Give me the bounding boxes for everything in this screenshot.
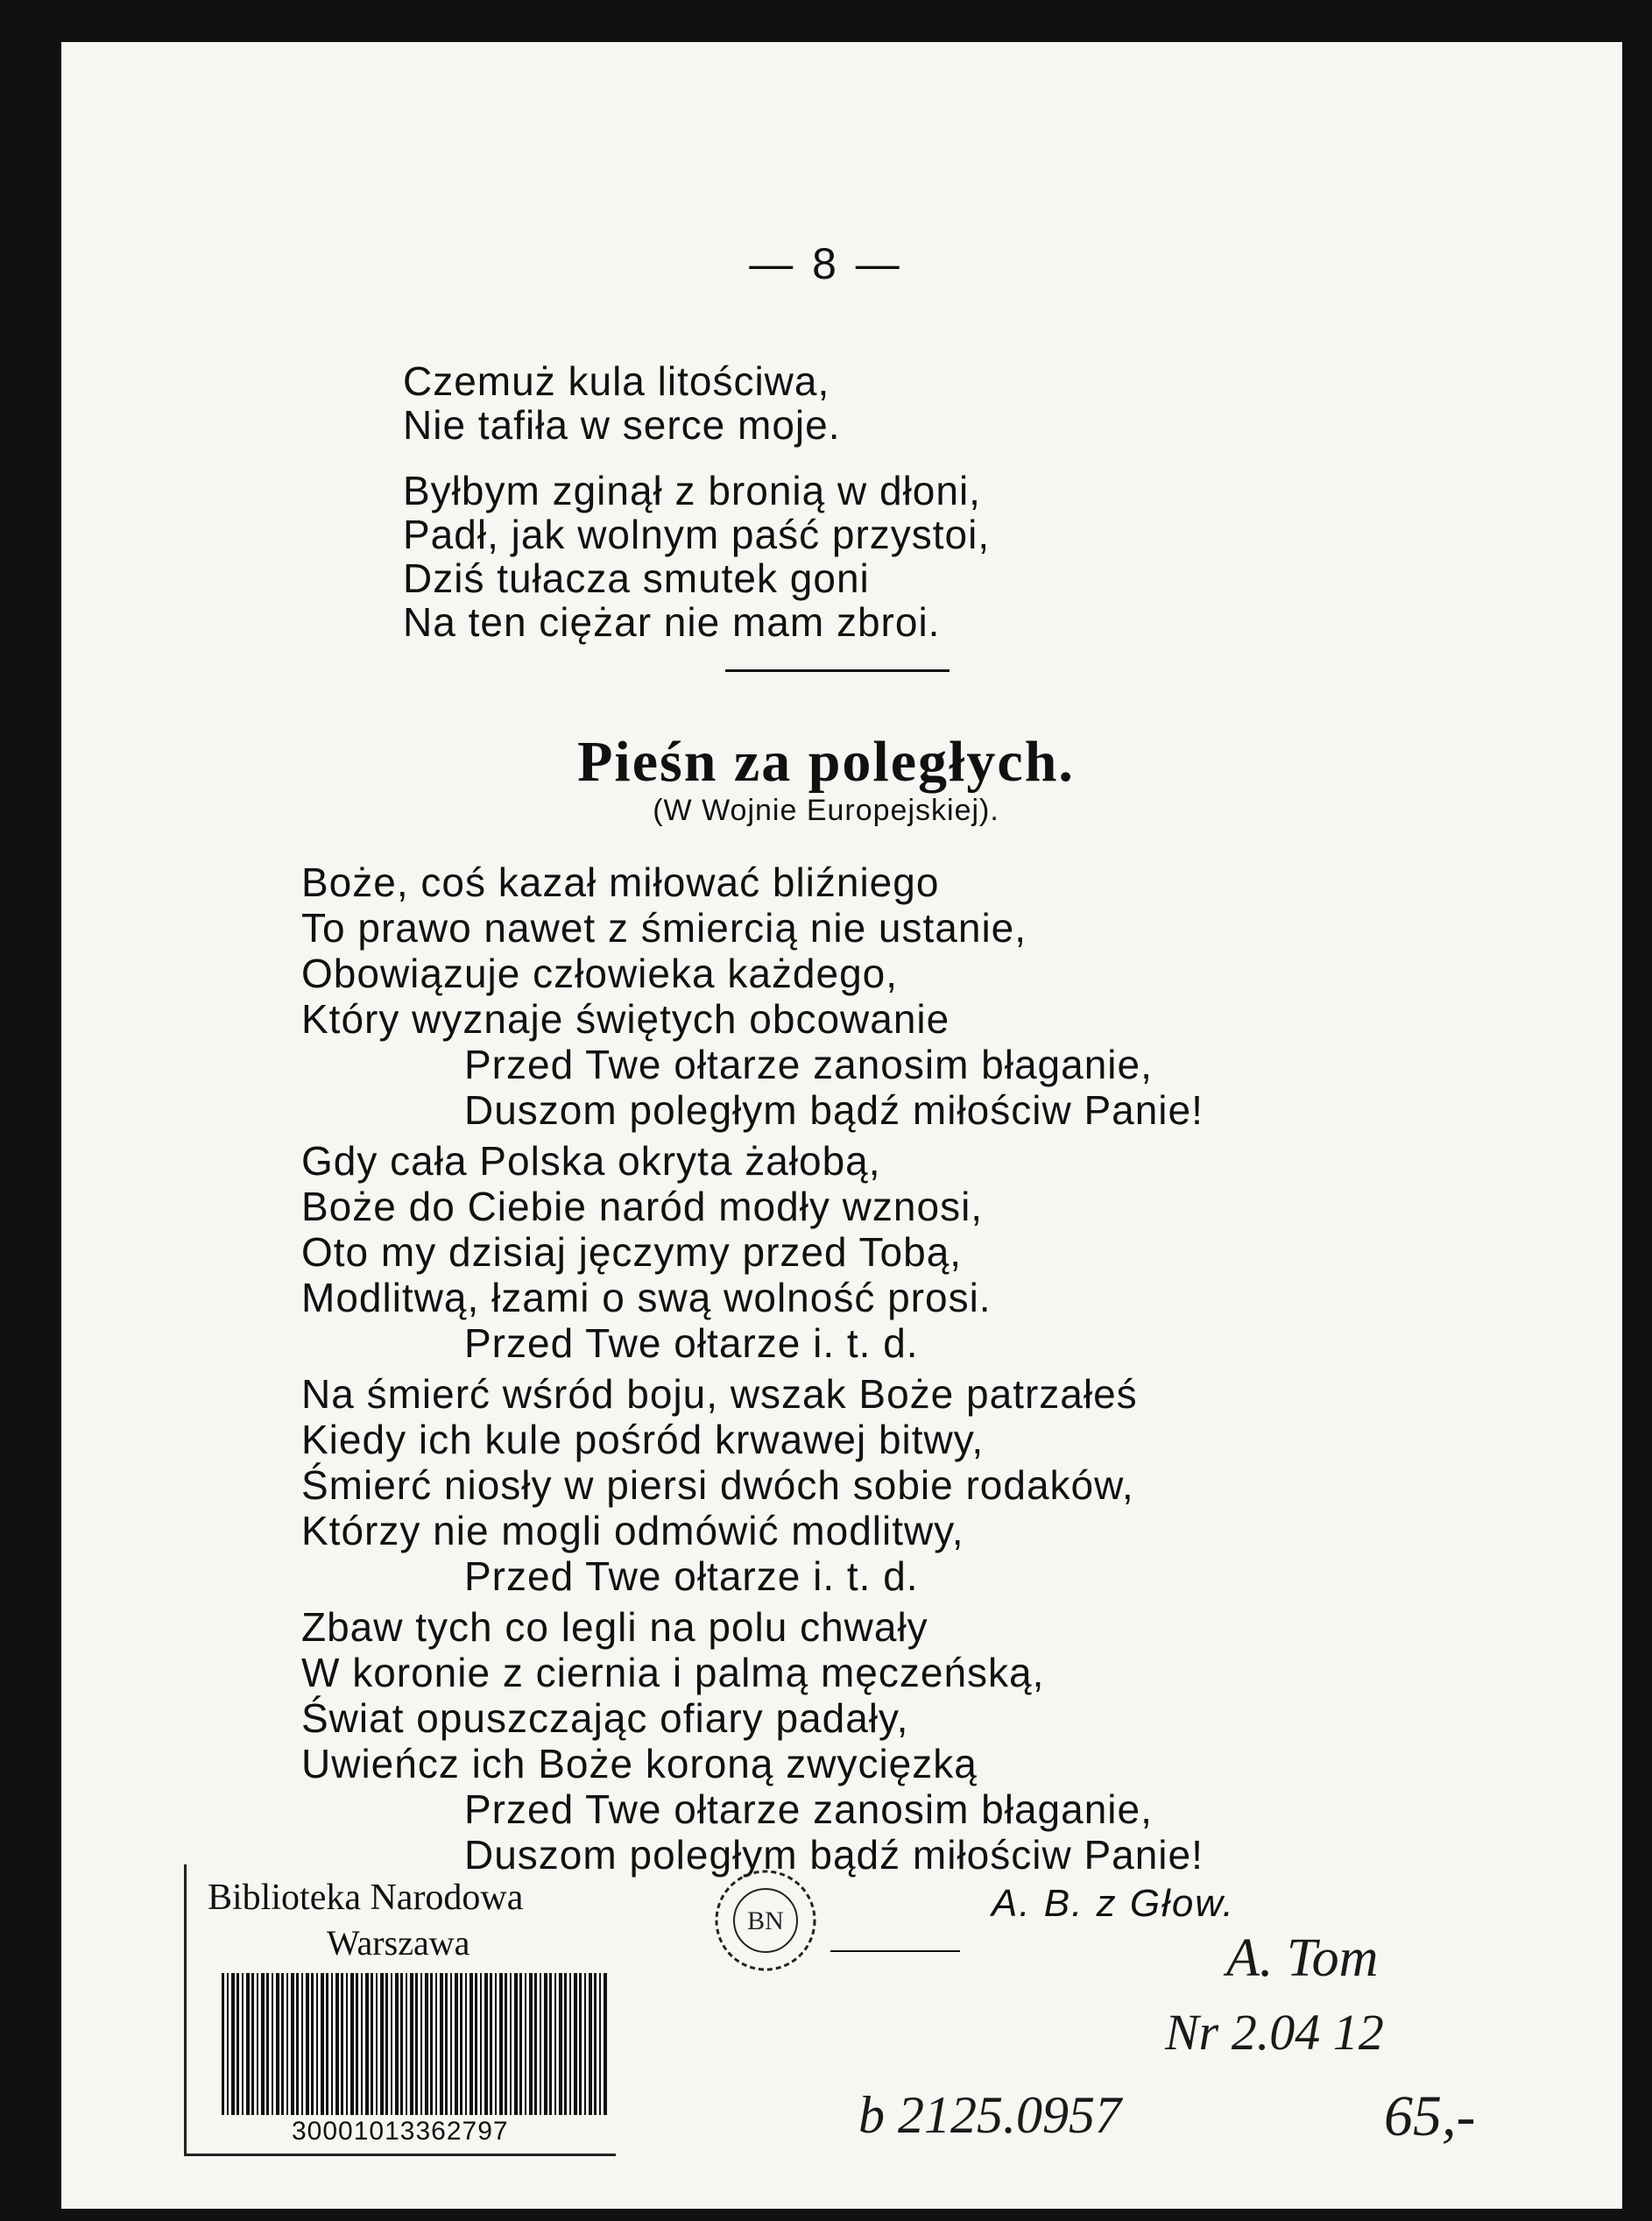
page-number: — 8 — [749, 239, 903, 288]
stanza-line: Na śmierć wśród boju, wszak Boże patrzałeś [301, 1371, 1138, 1417]
stanza-line: Oto my dzisiaj jęczymy przed Tobą, [301, 1229, 963, 1275]
refrain-line: Duszom poległym bądź miłościw Panie! [464, 1087, 1204, 1133]
stamp-text: BN [747, 1906, 784, 1935]
stanza-line: Kiedy ich kule pośród krwawej bitwy, [301, 1417, 985, 1462]
refrain-line: Duszom poległym bądź miłościw Panie! [464, 1832, 1204, 1878]
poem-line: Dziś tułacza smutek goni [403, 555, 870, 601]
song-title: Pieśn za poległych. [577, 730, 1075, 794]
poem-line: Byłbym zginął z bronią w dłoni, [403, 468, 981, 513]
divider [725, 669, 950, 672]
stanza-line: Śmierć niosły w piersi dwóch sobie rodaków, [301, 1462, 1134, 1508]
poem-line: Czemuż kula litościwa, [403, 358, 830, 404]
song-subtitle: (W Wojnie Europejskiej). [653, 794, 999, 827]
poem-line: Na ten ciężar nie mam zbroi. [403, 599, 941, 645]
stanza-line: W koronie z ciernia i palmą męczeńską, [301, 1650, 1045, 1695]
author-underline [830, 1950, 960, 1952]
stanza-line: Obowiązuje człowieka każdego, [301, 951, 899, 996]
library-city: Warszawa [327, 1923, 470, 1963]
handwritten-note: Nr 2.04 12 [1165, 2004, 1384, 2061]
refrain-line: Przed Twe ołtarze i. t. d. [464, 1553, 919, 1599]
stanza-line: To prawo nawet z śmiercią nie ustanie, [301, 905, 1027, 951]
refrain-line: Przed Twe ołtarze zanosim błaganie, [464, 1042, 1153, 1087]
handwritten-note: 65,- [1384, 2084, 1476, 2148]
stanza-line: Uwieńcz ich Boże koroną zwycięzką [301, 1741, 978, 1786]
poem-line: Nie tafiła w serce moje. [403, 402, 841, 448]
barcode-number: 30001013362797 [292, 2117, 509, 2146]
refrain-line: Przed Twe ołtarze i. t. d. [464, 1320, 919, 1366]
library-stamp-icon [711, 1866, 820, 1975]
stanza-line: Którzy nie mogli odmówić modlitwy, [301, 1508, 964, 1553]
refrain-line: Przed Twe ołtarze zanosim błaganie, [464, 1786, 1153, 1832]
stanza-line: Boże do Ciebie naród modły wznosi, [301, 1184, 984, 1229]
barcode [222, 1973, 607, 2115]
stanza-line: Zbaw tych co legli na polu chwały [301, 1604, 928, 1650]
poem-line: Padł, jak wolnym paść przystoi, [403, 512, 991, 557]
stanza-line: Który wyznaje świętych obcowanie [301, 996, 950, 1042]
handwritten-note: b 2125.0957 [858, 2086, 1121, 2144]
stanza-line: Gdy cała Polska okryta żałobą, [301, 1138, 881, 1184]
stanza-line: Modlitwą, łzami o swą wolność prosi. [301, 1275, 992, 1320]
library-label [184, 1864, 616, 2156]
stanza-line: Świat opuszczając ofiary padały, [301, 1695, 909, 1741]
handwritten-note: A. Tom [1226, 1928, 1379, 1988]
author-signature: A. B. z Głow. [992, 1882, 1235, 1925]
stanza-line: Boże, coś kazał miłować bliźniego [301, 859, 940, 905]
library-name: Biblioteka Narodowa [208, 1878, 524, 1918]
